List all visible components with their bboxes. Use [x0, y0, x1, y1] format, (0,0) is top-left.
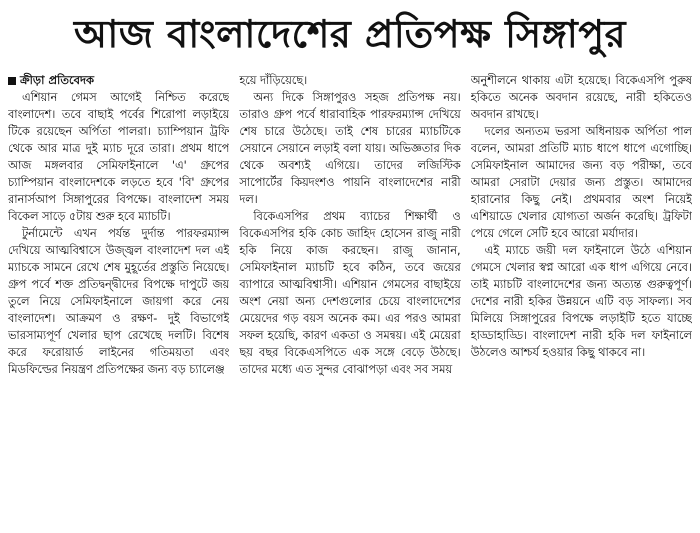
square-bullet-icon — [8, 77, 16, 85]
headline: আজ বাংলাদেশের প্রতিপক্ষ সিঙ্গাপুর — [74, 12, 626, 56]
paragraph: দলের অন্যতম ভরসা অধিনায়ক অর্পিতা পাল বলেন, আমরা প্রতিটি ম্যাচ ধাপে ধাপে এগোচ্ছি। সেমিফাইনাল আমাদের জন্য বড় পরীক্ষা, তবে আমরা সেরাটা দেয়ার জন্য প্রস্তুত। আমাদের হারানোর কিছু নেই। প্রথমবার অংশ নিয়েই এশিয়াডে খেলার যোগ্যতা অর্জন করেছি। ট্রফিটা পেয়ে গেলে সেটি হবে আরো মর্যাদার। — [470, 125, 692, 240]
byline — [8, 72, 229, 89]
paragraph: অন্য দিকে সিঙ্গাপুরও সহজ প্রতিপক্ষ নয়। তারাও গ্রুপ পর্বে ধারাবাহিক পারফরম্যান্স দেখিয়ে শেষ চারে উঠেছে। তাই শেষ চারের ম্যাচটিকে সেয়ানে সেয়ানে লড়াই বলা যায়। অভিজ্ঞতার দিক থেকে অবশ্যই এগিয়ে। তাদের লজিস্টিক সাপোর্টের কিয়দংশও পায়নি বাংলাদেশের নারী দল। — [239, 91, 461, 206]
article-body — [8, 72, 692, 529]
paragraph: হয়ে দাঁড়িয়েছে। — [239, 74, 308, 87]
paragraph: এই ম্যাচে জয়ী দল ফাইনালে উঠে এশিয়ান গেমসে খেলার স্বপ্ন আরো এক ধাপ এগিয়ে নেবে। তাই ম্যাচটি বাংলাদেশের জন্য অত্যন্ত গুরুত্বপূর্ণ। দেশের নারী হকির উন্নয়নে এটি বড় সাফল্য। সব মিলিয়ে সিঙ্গাপুরের বিপক্ষে লড়াইটি হতে যাচ্ছে হাড্ডাহাড্ডি। বাংলাদেশ নারী হকি দল ফাইনালে উঠলেও আশ্চর্য হওয়ার কিছু থাকবে না। — [470, 244, 692, 359]
paragraph: অনুশীলনে থাকায় এটা হয়েছে। বিকেএসপি পুরুষ হকিতে অনেক অবদান রয়েছে, নারী হকিতেও অবদান রাখছে। — [470, 74, 692, 121]
paragraph: টুর্নামেন্টে এখন পর্যন্ত দুর্দান্ত পারফরম্যান্স দেখিয়ে আত্মবিশ্বাসে উজ্জ্বল বাংলাদেশ দল এই ম্যাচকে সামনে রেখে শেষ মুহূর্তের প্রস্তুতি নিয়েছে। গ্রুপ পর্বে শক্ত প্রতিদ্বন্দ্বীদের বিপক্ষে দাপুটে জয় তুলে নিয়ে সেমিফাইনালে জায়গা করে নেয় বাংলাদেশ। আক্রমণ ও রক্ষণ- দুই বিভাগেই ভারসাম্যপূর্ণ খেলার ছাপ রেখেছে দলটি। বিশেষ করে ফরোয়ার্ড লাইনের গতিময়তা এবং মিডফিল্ডের নিয়ন্ত্রণ প্রতিপক্ষের জন্য বড় চ্যালেঞ্জ — [8, 227, 230, 376]
byline-text: ক্রীড়া প্রতিবেদক — [20, 73, 95, 87]
column-2 — [239, 72, 460, 529]
paragraph: এশিয়ান গেমস আগেই নিশ্চিত করেছে বাংলাদেশ। তবে বাছাই পর্বের শিরোপা লড়াইয়ে টিকে রয়েছেন অর্পিতা পালরা। চ্যাম্পিয়ান ট্রফি থেকে আর মাত্র দুই ম্যাচ দূরে তারা। প্রথম ধাপে আজ মঙ্গলবার সেমিফাইনালে 'এ' গ্রুপের চ্যাম্পিয়ান বাংলাদেশকে লড়তে হবে 'বি' গ্রুপের রানার্সআপ সিঙ্গাপুরের বিপক্ষে। বাংলাদেশ সময় বিকেল সাড়ে ৫টায় শুরু হবে ম্যাচটি। — [8, 91, 230, 223]
paragraph: বিকেএসপির প্রথম ব্যাচের শিক্ষার্থী ও বিকেএসপির হকি কোচ জাহিদ হোসেন রাজু নারী হকি নিয়ে কাজ করছেন। রাজু জানান, সেমিফাইনাল ম্যাচটি হবে কঠিন, তবে জয়ের ব্যাপারে আত্মবিশ্বাসী। এশিয়ান গেমসের বাছাইয়ে অংশ নেয়া অন্য দেশগুলোর চেয়ে বাংলাদেশের মেয়েদের গড় বয়স অনেক কম। এর পরও আমরা সফল হয়েছি, কারণ একতা ও সমন্বয়। এই মেয়েরা ছয় বছর বিকেএসপিতে এক সঙ্গে বেড়ে উঠছে। তাদের মধ্যে এত সুন্দর বোঝাপড়া এবং সব সময় — [239, 210, 461, 376]
column-1 — [8, 72, 229, 529]
column-3 — [471, 72, 692, 529]
